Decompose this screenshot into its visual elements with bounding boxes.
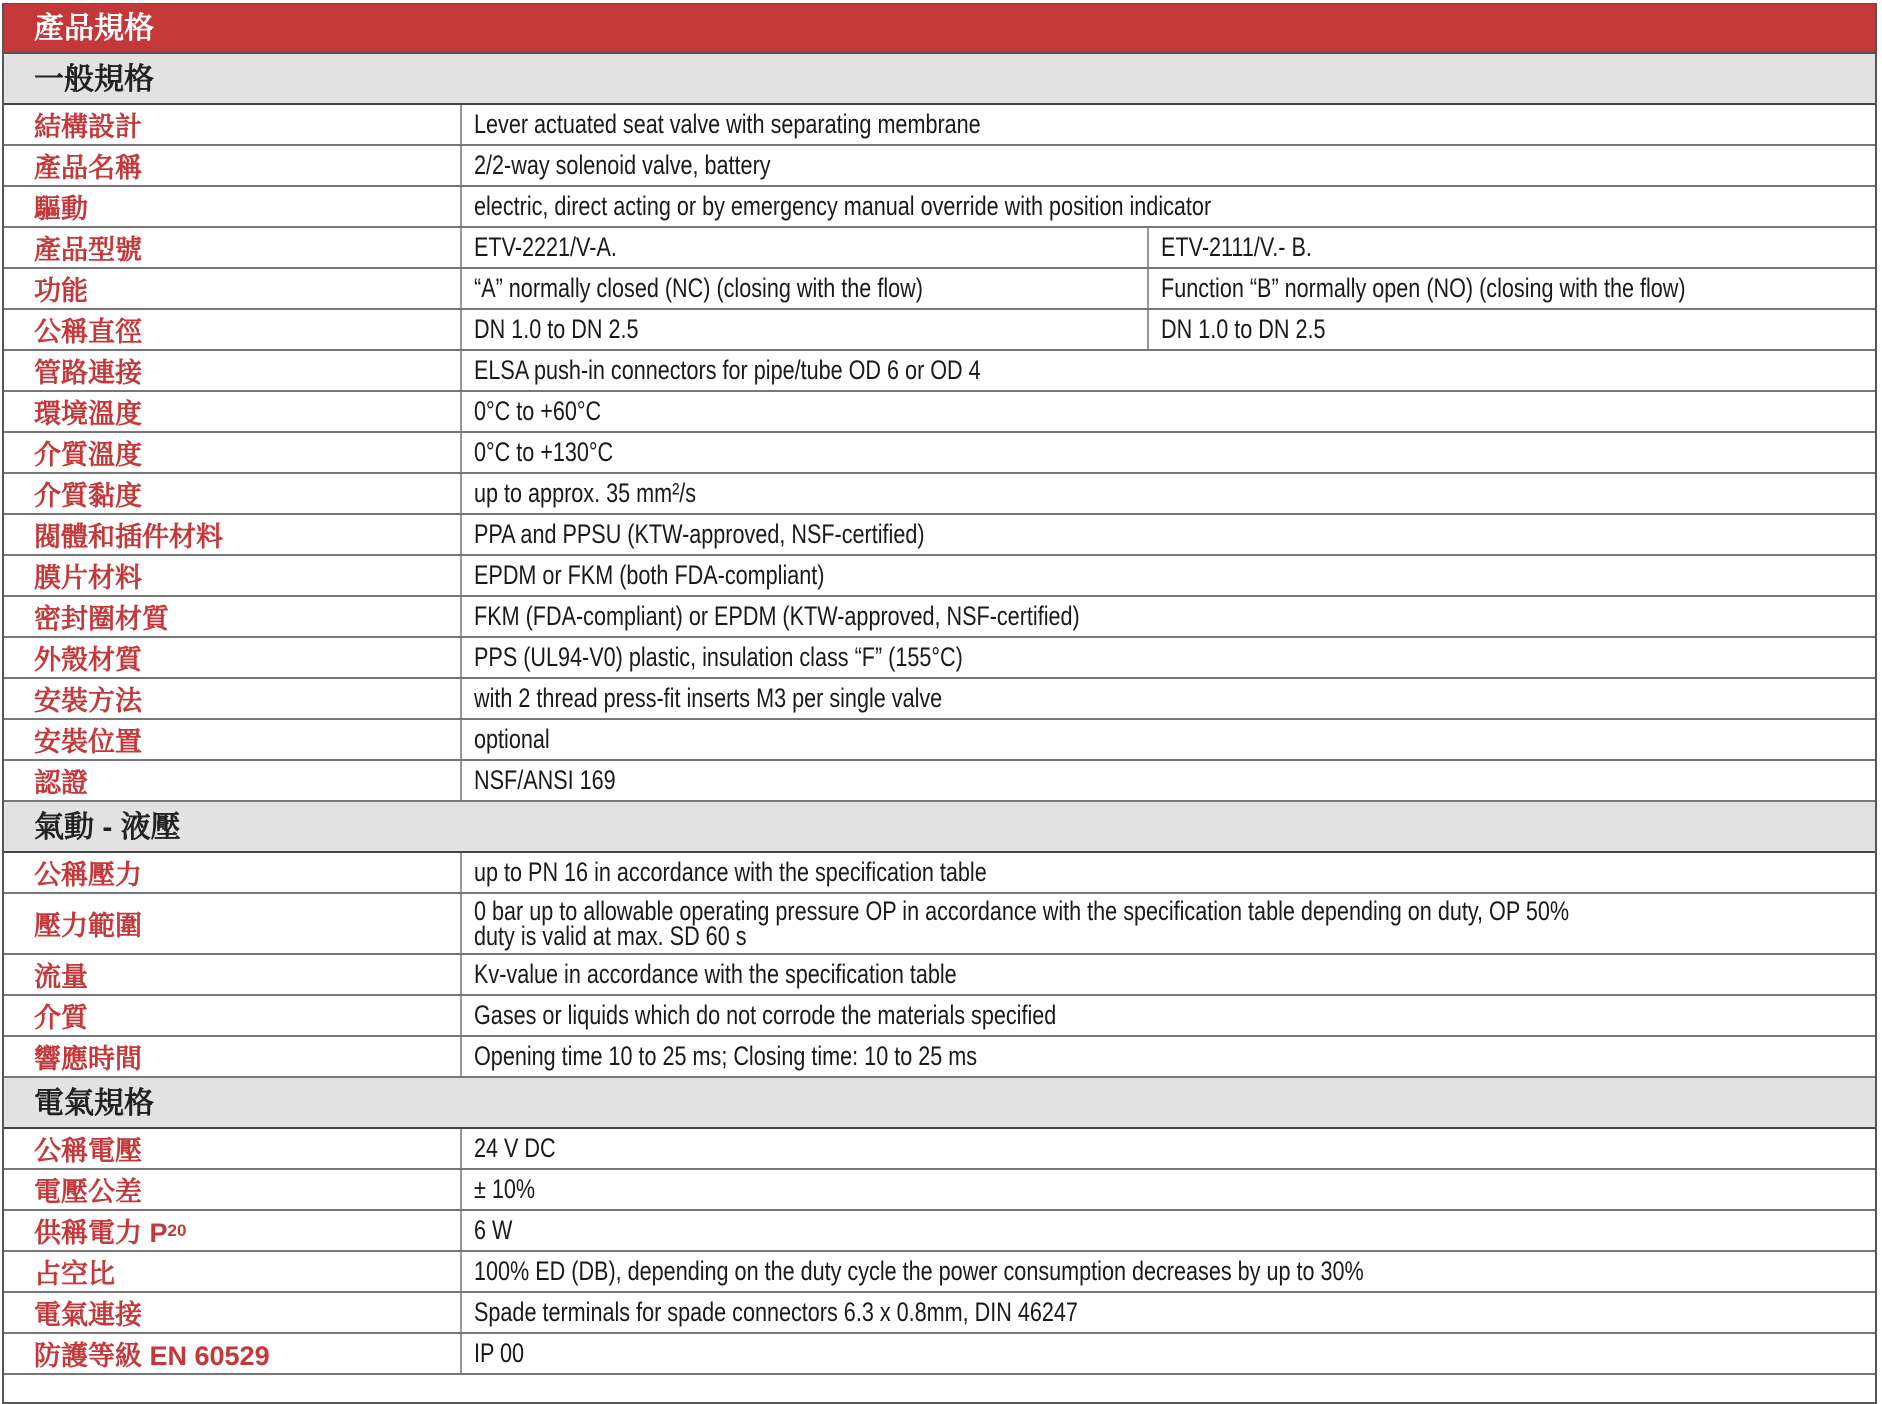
spec-label — [4, 146, 462, 185]
spec-value-text: up to PN 16 in accordance with the specification table — [474, 857, 987, 887]
spec-label-text: 占空比 — [34, 1259, 115, 1289]
spec-label-text: 響應時間 — [34, 1044, 142, 1074]
spec-value-text: 6 W — [474, 1215, 513, 1245]
spec-value — [462, 351, 1875, 390]
spec-label — [4, 853, 462, 892]
spec-label — [4, 1037, 462, 1076]
spec-label-text: 密封圈材質 — [34, 604, 169, 634]
spec-value-2 — [1149, 310, 1875, 349]
spec-row — [4, 761, 1875, 802]
spec-row — [4, 433, 1875, 474]
spec-row — [4, 1293, 1875, 1334]
spec-value-text: up to approx. 35 mm²/s — [474, 478, 697, 508]
spec-value — [462, 228, 1149, 267]
spec-label — [4, 392, 462, 431]
spec-label — [4, 894, 462, 953]
spec-label — [4, 474, 462, 513]
spec-value-text: 0 bar up to allowable operating pressure OP in accordance with the specification table depending on duty, OP 50% duty is valid at max. SD 60 s — [474, 895, 1570, 951]
spec-row — [4, 996, 1875, 1037]
spec-row — [4, 1252, 1875, 1293]
spec-value — [462, 556, 1875, 595]
spec-label-text: 結構設計 — [34, 112, 142, 142]
spec-value — [462, 1293, 1875, 1332]
spec-label-text: 產品名稱 — [34, 153, 142, 183]
spec-value — [462, 187, 1875, 226]
spec-value-text: with 2 thread press-fit inserts M3 per single valve — [474, 683, 943, 713]
spec-label — [4, 1211, 462, 1250]
spec-label — [4, 187, 462, 226]
spec-label — [4, 597, 462, 636]
spec-label-text: 認證 — [34, 768, 88, 798]
spec-label — [4, 679, 462, 718]
spec-value-text: ETV-2221/V-A. — [474, 232, 617, 262]
spec-label — [4, 105, 462, 144]
spec-row — [4, 955, 1875, 996]
spec-value — [462, 310, 1149, 349]
spec-row — [4, 1129, 1875, 1170]
spec-value-2-text: DN 1.0 to DN 2.5 — [1161, 314, 1326, 344]
spec-label-text: 功能 — [34, 276, 88, 306]
spec-value-text: Gases or liquids which do not corrode the materials specified — [474, 1000, 1057, 1030]
spec-value — [462, 392, 1875, 431]
spec-row — [4, 556, 1875, 597]
spec-value — [462, 597, 1875, 636]
spec-value-text: Lever actuated seat valve with separating membrane — [474, 109, 981, 139]
empty-row — [4, 1375, 1875, 1402]
spec-value-text: 2/2-way solenoid valve, battery — [474, 150, 771, 180]
section-heading: 一般規格 — [4, 54, 1875, 105]
spec-label — [4, 556, 462, 595]
spec-label-text: 公稱直徑 — [34, 317, 142, 347]
spec-label — [4, 1334, 462, 1373]
spec-row — [4, 1037, 1875, 1078]
spec-label-text: 驅動 — [34, 194, 88, 224]
spec-label — [4, 1170, 462, 1209]
spec-row — [4, 269, 1875, 310]
spec-value — [462, 269, 1149, 308]
spec-label — [4, 269, 462, 308]
spec-row — [4, 1334, 1875, 1375]
spec-label — [4, 1293, 462, 1332]
spec-value-text: EPDM or FKM (both FDA-compliant) — [474, 560, 825, 590]
spec-label — [4, 1129, 462, 1168]
spec-value — [462, 1334, 1875, 1373]
spec-row — [4, 474, 1875, 515]
spec-value — [462, 474, 1875, 513]
spec-row — [4, 310, 1875, 351]
spec-value — [462, 638, 1875, 677]
spec-value — [462, 1129, 1875, 1168]
spec-value — [462, 720, 1875, 759]
spec-label-text: 公稱電壓 — [34, 1136, 142, 1166]
spec-label-text: 外殼材質 — [34, 645, 142, 675]
spec-value-text: PPA and PPSU (KTW-approved, NSF-certified) — [474, 519, 925, 549]
spec-value-text: NSF/ANSI 169 — [474, 765, 616, 795]
spec-label-text: 管路連接 — [34, 358, 142, 388]
spec-row — [4, 187, 1875, 228]
spec-label-text: 電氣連接 — [34, 1300, 142, 1330]
section-heading: 氣動 - 液壓 — [4, 802, 1875, 853]
spec-value — [462, 1252, 1875, 1291]
spec-label — [4, 638, 462, 677]
spec-label-text: 介質 — [34, 1003, 88, 1033]
spec-label — [4, 228, 462, 267]
spec-row — [4, 392, 1875, 433]
spec-row — [4, 679, 1875, 720]
spec-label-text: 安裝方法 — [34, 686, 142, 716]
spec-value-text: 100% ED (DB), depending on the duty cycle the power consumption decreases by up to 30% — [474, 1256, 1364, 1286]
spec-value — [462, 515, 1875, 554]
spec-label-text: 電壓公差 — [34, 1177, 142, 1207]
spec-value — [462, 894, 1875, 953]
spec-value-text: DN 1.0 to DN 2.5 — [474, 314, 639, 344]
spec-value — [462, 955, 1875, 994]
spec-value-text: Spade terminals for spade connectors 6.3 x 0.8mm, DIN 46247 — [474, 1297, 1078, 1327]
spec-label-text: 流量 — [34, 962, 88, 992]
spec-value-text: Kv-value in accordance with the specification table — [474, 959, 957, 989]
spec-row — [4, 351, 1875, 392]
spec-value — [462, 996, 1875, 1035]
spec-label-subscript: 20 — [167, 1220, 187, 1240]
spec-value — [462, 679, 1875, 718]
spec-value — [462, 853, 1875, 892]
spec-value-text: 24 V DC — [474, 1133, 556, 1163]
spec-label — [4, 351, 462, 390]
spec-value-text: optional — [474, 724, 550, 754]
spec-label-text: 環境溫度 — [34, 399, 142, 429]
spec-label — [4, 996, 462, 1035]
spec-value-text: FKM (FDA-compliant) or EPDM (KTW-approved, NSF-certified) — [474, 601, 1080, 631]
section-heading: 電氣規格 — [4, 1078, 1875, 1129]
product-spec-table — [2, 3, 1877, 1404]
spec-label — [4, 433, 462, 472]
spec-value-text: PPS (UL94-V0) plastic, insulation class “F” (155°C) — [474, 642, 963, 672]
spec-value-2 — [1149, 269, 1875, 308]
spec-value — [462, 1211, 1875, 1250]
spec-value-text: ± 10% — [474, 1174, 536, 1204]
spec-row — [4, 105, 1875, 146]
spec-value — [462, 105, 1875, 144]
spec-row — [4, 1211, 1875, 1252]
spec-label — [4, 1252, 462, 1291]
spec-label-text: 公稱壓力 — [34, 860, 142, 890]
spec-label-text: 膜片材料 — [34, 563, 142, 593]
spec-label-text: 供稱電力 P — [34, 1218, 168, 1248]
spec-row — [4, 1170, 1875, 1211]
spec-label-text: 閥體和插件材料 — [34, 522, 223, 552]
spec-label — [4, 515, 462, 554]
spec-value-text: 0°C to +60°C — [474, 396, 602, 426]
spec-row — [4, 894, 1875, 955]
spec-value-2 — [1149, 228, 1875, 267]
spec-label — [4, 720, 462, 759]
spec-row — [4, 853, 1875, 894]
spec-label-text: 產品型號 — [34, 235, 142, 265]
spec-row — [4, 515, 1875, 556]
spec-value-text: ELSA push-in connectors for pipe/tube OD 6 or OD 4 — [474, 355, 981, 385]
spec-row — [4, 597, 1875, 638]
spec-value-text: electric, direct acting or by emergency manual override with position indicator — [474, 191, 1212, 221]
spec-value — [462, 146, 1875, 185]
spec-label-text: 壓力範圍 — [34, 911, 142, 941]
spec-body — [4, 54, 1875, 1375]
spec-label-text: 介質溫度 — [34, 440, 142, 470]
spec-row — [4, 228, 1875, 269]
spec-value — [462, 1037, 1875, 1076]
spec-value-text: 0°C to +130°C — [474, 437, 614, 467]
spec-value — [462, 761, 1875, 800]
spec-label — [4, 761, 462, 800]
spec-row — [4, 720, 1875, 761]
spec-label — [4, 310, 462, 349]
spec-value-2-text: Function “B” normally open (NO) (closing with the flow) — [1161, 273, 1686, 303]
spec-value-2-text: ETV-2111/V.- B. — [1161, 232, 1312, 262]
spec-label — [4, 955, 462, 994]
spec-label-text: 防護等級 EN 60529 — [34, 1341, 270, 1371]
spec-row — [4, 638, 1875, 679]
spec-label-text: 介質黏度 — [34, 481, 142, 511]
spec-label-text: 安裝位置 — [34, 727, 142, 757]
spec-value-text: Opening time 10 to 25 ms; Closing time: 10 to 25 ms — [474, 1041, 978, 1071]
spec-value — [462, 1170, 1875, 1209]
table-title: 產品規格 — [4, 4, 1875, 54]
spec-value-text: “A” normally closed (NC) (closing with the flow) — [474, 273, 923, 303]
spec-row — [4, 146, 1875, 187]
spec-value-text: IP 00 — [474, 1338, 525, 1368]
spec-value — [462, 433, 1875, 472]
